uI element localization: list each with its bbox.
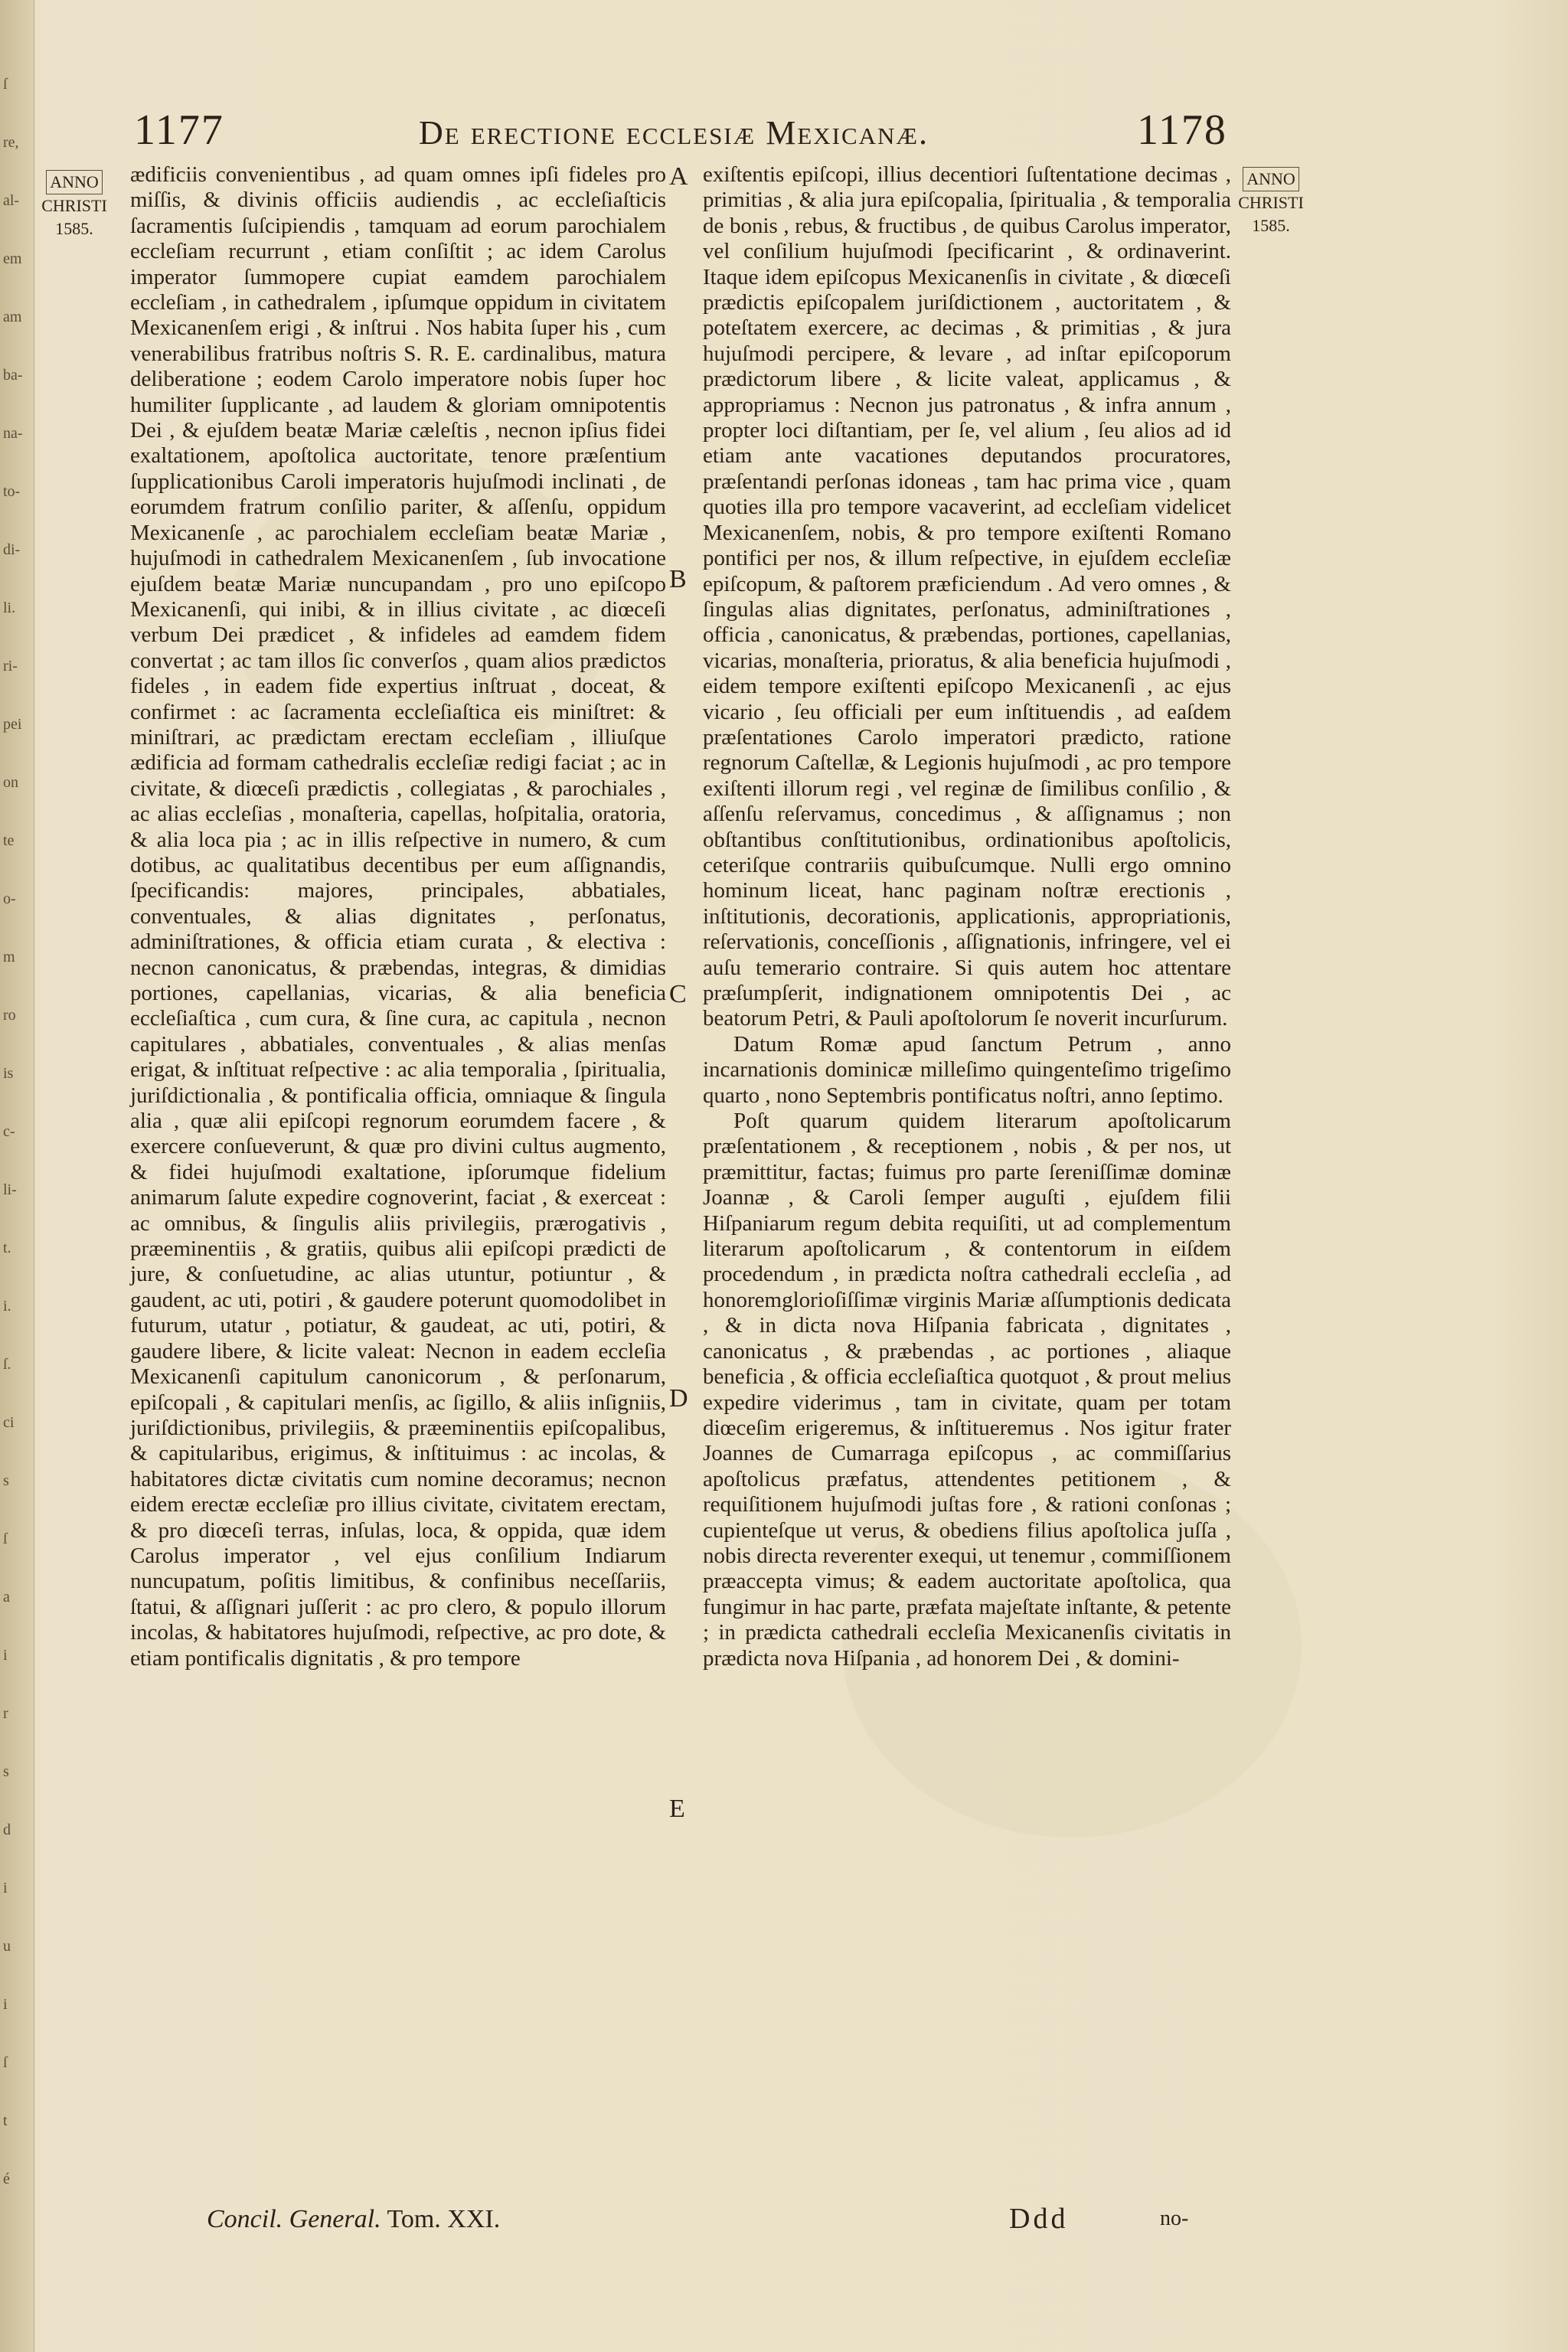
- binding-fragment: m: [3, 949, 15, 965]
- binding-fragment: s: [3, 1763, 9, 1780]
- year-label-left: 1585.: [55, 219, 93, 238]
- binding-fragment: re,: [3, 134, 19, 151]
- binding-fragment: i: [3, 1996, 8, 2013]
- page-number-right: 1178: [1137, 106, 1227, 154]
- left-column-text: ædificiis convenientibus , ad quam omnes ipſi fideles pro miſſis, & divinis officiis audiendis , ac eccleſiaſticis ſacramentis ſuſcipiendis , tamquam ad eorum parochialem eccleſiam recurrunt , etiam conſiſtit ; ac idem Carolus imperator ſummopere cupiat eamdem parochialem eccleſiam , in cathedralem , ipſumque oppidum in civitatem Mexicanenſem erigi , & inſtrui . Nos habita ſuper his , cum venerabilibus fratribus noſtris S. R. E. cardinalibus, matura deliberatione ; eodem Carolo imperatore nobis ſuper hoc humiliter ſupplicante , ad laudem & gloriam omnipotentis Dei , & ejuſdem beatæ Mariæ cæleſtis , necnon ipſius fidei exaltationem, apoſtolica auctoritate, tenore præſentium ſupplicationibus Caroli imperatoris hujuſmodi inclinati , de eorumdem fratrum conſilio pariter, & aſſenſu, oppidum Mexicanenſe , ac parochialem eccleſiam beatæ Mariæ , hujuſmodi in cathedralem Mexicanenſem , ſub invocatione ejuſdem beatæ Mariæ nuncupandam , pro uno epiſcopo Mexicanenſi, qui inibi, & in illius civitate , ac diœceſi verbum Dei prædicet , & infideles ad eamdem fidem convertat ; ac tam illos ſic converſos , quam alios prædictos fideles , in eadem fide expertius inſtruat , doceat, & confirmet : ac ſacramenta eccleſiaſtica eis miniſtret: & miniſtrari, ac prædictam erectam eccleſiam , illiuſque ædificia ad formam cathedralis eccleſiæ redigi faciat ; ac in civitate, & diœceſi prædictis , collegiatas , & parochiales , ac alias eccleſias , monaſteria, capellas, hoſpitalia, oratoria, & alia loca pia ; ac in illis reſpective in numero, & cum dotibus, ac qualitatibus decentibus per eum aſſignandis, ſpecificandis: majores, principales, abbatiales, conventuales, & alias dignitates , perſonatus, adminiſtrationes, & officia etiam curata , & electiva : necnon canonicatus, & præbendas, integras, & dimidias portiones, capellanias, vicarias, & alia beneficia eccleſiaſtica , cum cura, & ſine cura, ac capitula , necnon capitulares , abbatiales, conventuales , & alias menſas erigat, & inſtituat reſpective : ac alia temporalia , ſpiritualia, juriſdictionalia , & pontificalia officia, omniaque & ſingula alia , quæ alii epiſcopi regnorum eorumdem facere , & exercere conſueverunt, & quæ pro divini cultus augmento, & fidei hujuſmodi exaltatione, ipſorumque fidelium animarum ſalute expedire cognoverint, faciat , & exerceat : ac omnibus, & ſingulis aliis privilegiis, prærogativis , præeminentiis , & gratiis, quibus alii epiſcopi prædicti de jure, & conſuetudine, ac alias utuntur, potiuntur , & gaudent, ac uti, potiri , & gaudere poterunt quomodolibet in futurum, utatur , potiatur, & gaudeat, ac uti, potiri, & gaudere libere, & licite valeat: Necnon in eadem eccleſia Mexicanenſi capitulum canonicorum , & perſonarum, epiſcopali , & capitulari menſis, ac ſigillo, & aliis inſigniis, juriſdictionibus, privilegiis, & præeminentiis epiſcopalibus, & capitularibus, erigimus, & inſtituimus : ac incolas, & habitatores dictæ civitatis cum nomine decoramus; necnon eidem erectæ eccleſiæ pro illius civitate, civitatem erectam, & pro diœceſi terras, inſulas, loca, & oppida, quæ idem Carolus imperator , vel ejus conſilium Indiarum nuncupatum, poſitis limitibus, & confinibus neceſſariis, ſtatui, & aſſignari juſſerit : ac pro clero, & populo illorum incolas, & habitatores hujuſmodi, reſpective, ac pro dote, & etiam pontificalis dignitatis , & pro tempore: [130, 162, 666, 1671]
- binding-fragment: ſ.: [3, 1356, 11, 1373]
- binding-fragment: al-: [3, 192, 20, 209]
- right-column-para-1: exiſtentis epiſcopi, illius decentiori ſuſtentatione decimas , primitias , & alia jura epiſcopalia, ſpiritualia , & temporalia de bonis , rebus, & fructibus , de quibus Carolus imperator, vel conſilium hujuſmodi ſpecificarint , & ordinaverint. Itaque idem epiſcopus Mexicanenſis in civitate , & diœceſi prædictis epiſcopalem juriſdictionem , auctoritatem , & poteſtatem exercere, ac decimas , & primitias , & jura hujuſmodi percipere, & levare , ad inſtar epiſcoporum prædictorum libere , & licite valeat, applicamus , & appropriamus : Necnon jus patronatus , & infra annum , propter loci diſtantiam, per ſe, vel alium , ſeu alios ad id etiam ante vacationes deputandos procuratores, præſentandi perſonas idoneas , tam hac prima vice , quam quoties illa pro tempore vacaverint, ad eccleſiam videlicet Mexicanenſem, nobis, & pro tempore exiſtenti Romano pontifici per nos, & illum reſpective, in ejuſdem eccleſiæ epiſcopum, & paſtorem præficiendum . Ad vero omnes , & ſingulas alias dignitates, perſonatus, adminiſtrationes , officia , canonicatus, & præbendas, portiones, capellanias, vicarias, monaſteria, prioratus, & alia beneficia hujuſmodi , eidem tempore exiſtenti epiſcopo Mexicanenſi , ac ejus vicario , ſeu officiali per eum inſtituendis , ad eaſdem præſentationes Carolo imperatori prædicto, ratione regnorum Caſtellæ, & Legionis hujuſmodi , ac pro tempore exiſtenti illorum regi , vel reginæ de ſimilibus conſilio , & aſſenſu reſervamus, concedimus , & aſſignamus ; non obſtantibus conſtitutionibus, ordinationibus apoſtolicis, ceteriſque contrariis quibuſcumque. Nulli ergo omnino hominum liceat, hanc paginam noſtræ erectionis , inſtitutionis, decorationis, applicationis, appropriationis, reſervationis, conceſſionis , aſſignationis, infringere, vel ei auſu temerario contraire. Si quis autem hoc attentare præſumpſerit, indignationem omnipotentis Dei , ac beatorum Petri, & Pauli apoſtolorum ſe noverit incurſurum.: [703, 162, 1231, 1031]
- binding-fragment: u: [3, 1938, 11, 1955]
- binding-fragment: li.: [3, 599, 16, 616]
- binding-fragment: ba-: [3, 367, 23, 384]
- binding-fragment: ſ: [3, 2054, 8, 2071]
- binding-fragment: a: [3, 1589, 10, 1606]
- christi-label-right: CHRISTI: [1238, 193, 1304, 212]
- binding-fragment: li-: [3, 1181, 17, 1198]
- binding-fragment: ro: [3, 1007, 16, 1024]
- year-label-right: 1585.: [1252, 216, 1290, 235]
- binding-fragment: di-: [3, 541, 21, 558]
- binding-fragment: ri-: [3, 658, 18, 675]
- binding-fragment: ſ: [3, 1530, 8, 1547]
- footer-volume: [207, 2205, 500, 2234]
- binding-fragment: to-: [3, 483, 21, 500]
- binding-fragment: s: [3, 1472, 9, 1489]
- running-title: De erectione ecclesiæ Mexicanæ.: [419, 114, 929, 152]
- binding-fragment: na-: [3, 425, 23, 442]
- margin-year-right: [1221, 167, 1321, 237]
- binding-gutter: [0, 0, 34, 2352]
- section-marker-d: D: [669, 1384, 688, 1413]
- anno-label-left: ANNO: [46, 170, 103, 194]
- binding-fragment: ci: [3, 1414, 15, 1431]
- footer-label: Concil. General.: [207, 2205, 381, 2233]
- binding-fragment: is: [3, 1065, 14, 1082]
- binding-fragment: i: [3, 1647, 8, 1664]
- binding-fragment: i.: [3, 1298, 11, 1315]
- page-number-left: 1177: [134, 106, 224, 154]
- signature-mark: Ddd: [1009, 2203, 1069, 2235]
- section-marker-b: B: [669, 565, 687, 593]
- binding-fragment: on: [3, 774, 18, 791]
- binding-fragment: t: [3, 2112, 8, 2129]
- right-column-para-2: Datum Romæ apud ſanctum Petrum , anno incarnationis dominicæ milleſimo quingenteſimo trigeſimo quarto , nono Septembris pontificatus noſtri, anno ſeptimo.: [703, 1031, 1231, 1108]
- binding-fragment: ſ: [3, 76, 8, 93]
- binding-fragment: te: [3, 832, 15, 849]
- binding-fragment: t.: [3, 1240, 11, 1256]
- binding-fragment: é: [3, 2171, 10, 2187]
- binding-fragment: r: [3, 1705, 8, 1722]
- binding-fragment: pei: [3, 716, 22, 733]
- right-column: [703, 162, 1231, 1671]
- left-column: [130, 162, 666, 1671]
- binding-fragment: i: [3, 1880, 8, 1896]
- section-marker-e: E: [669, 1795, 685, 1823]
- binding-fragment: c-: [3, 1123, 15, 1140]
- binding-fragment: o-: [3, 890, 16, 907]
- footer-volume-number: Tom. XXI.: [387, 2205, 501, 2233]
- section-marker-a: A: [669, 162, 688, 191]
- anno-label-right: ANNO: [1243, 167, 1299, 191]
- catchword: no-: [1160, 2207, 1189, 2230]
- binding-fragment: am: [3, 309, 22, 325]
- margin-year-left: [40, 170, 109, 240]
- binding-fragment: em: [3, 250, 22, 267]
- binding-fragment: d: [3, 1821, 11, 1838]
- right-column-para-3: Poſt quarum quidem literarum apoſtolicarum præſentationem , & receptionem , nobis , & per nos, ut præmittitur, factas; fuimus pro parte ſereniſſimæ dominæ Joannæ , & Caroli ſemper auguſti , ejuſdem filii Hiſpaniarum regum debita requiſiti, ut ad complementum literarum apoſtolicarum , & contentorum in eiſdem procedendum , in prædicta noſtra cathedrali eccleſia , ad honoremglorioſiſſimæ virginis Mariæ aſſumptionis dedicata , & in dicta nova Hiſpania fabricata , dignitates , canonicatus , & præbendas , ac portiones , aliaque beneficia , & officia eccleſiaſtica quotquot , & prout melius expedire viderimus , tam in civitate, quam per totam diœceſim erigeremus, & inſtitueremus . Nos igitur frater Joannes de Cumarraga epiſcopus , ac commiſſarius apoſtolicus præfatus, attendentes petitionem , & requiſitionem hujuſmodi juſtas fore , & rationi conſonas ; cupienteſque ut verus, & obediens filius apoſtolica juſſa , nobis directa reverenter exequi, ut tenemur , commiſſionem præaccepta vimus; & eadem auctoritate apoſtolica, qua fungimur in hac parte, præfata majeſtate inſtante, & petente ; in prædicta cathedrali eccleſia Mexicanenſis civitatis in prædicta nova Hiſpania , ad honorem Dei , & domini-: [703, 1109, 1231, 1671]
- section-marker-c: C: [669, 980, 687, 1008]
- christi-label-left: CHRISTI: [41, 196, 107, 215]
